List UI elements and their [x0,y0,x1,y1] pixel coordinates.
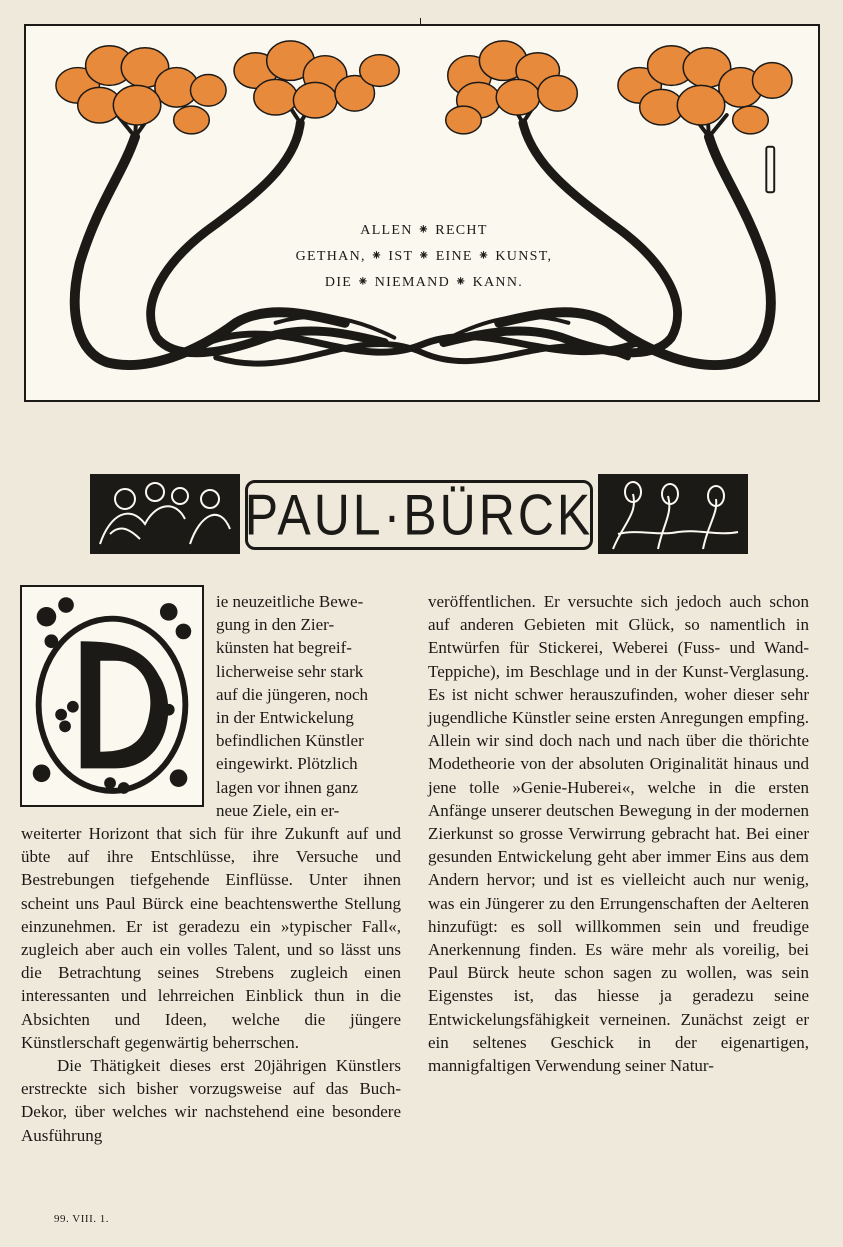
text-line: gung in den Zier- [216,615,335,635]
footer-signature: 99. VIII. 1. [54,1213,109,1225]
text-line: eingewirkt. Plötzlich [216,754,358,774]
paragraph-1-continued: weiterter Horizont that sich für ihre Zukunft auf und übte auf ihre Entschlüsse, ihre Versuche und Bestrebungen tiefgehende Einflüsse. Unter ihnen scheint uns Paul Bürck eine beachtenswerthe Stellung einzunehmen. Er ist geradezu ein »typischer Fall«, zugleich aber auch ein volles Talent, und so lässt uns die Betrachtung seines Strebens zugleich einen interessanten und lehrreichen Einblick thun in die Absichten und Ideen, welche die jüngere Künstlerschaft gegenwärtig beherrschen. [21,824,401,1052]
dropcap-wrap-lines [21,590,401,822]
text-line: befindlichen Künstler [216,731,364,751]
left-ornament-panel [90,474,240,554]
title-box [245,480,593,550]
text-line: neue Ziele, ein er- [216,800,340,820]
text-line: künsten hat begreif- [216,638,352,658]
text-line: lagen vor ihnen ganz [216,777,359,797]
left-column [21,590,401,1147]
title-banner [90,474,750,558]
text-line: ie neuzeitliche Bewe- [216,592,364,611]
motto-line: DIE ⁕ NIEMAND ⁕ KANN. [324,275,524,290]
header-ornament-frame [24,24,820,402]
text-line: licherweise sehr stark [216,661,364,681]
motto [274,218,574,296]
right-ornament-panel [598,474,748,554]
article-title: PAUL·BÜRCK [244,482,594,548]
text-line: in der Entwickelung [216,708,354,728]
paragraph-right: veröffentlichen. Er versuchte sich jedoch auch schon auf anderen Gebieten mit Glück, so namentlich in Entwürfen für Stickerei, Weberei (Fuss- und Wand-Teppiche), im Beschlage und in der Kunst-Verglasung. Es ist nicht schwer herauszufinden, woher dieser sehr jugendliche Künstler seine ersten Anregungen empfing. Allein wir sind doch nach und nach über die thörichte Modetheorie von der absoluten Originalität hinaus und jene tolle »Genie-Huberei«, welche in die ersten Anfänge unserer deutschen Bewegung in der modernen Zierkunst so grosse Verwirrung gebracht hat. Bei einer gesunden Entwickelung geht aber immer Eins aus dem Andern hervor; und ist es vielleicht auch nur wenig, was ein Jüngerer zu den Errungenschaften der Aelteren hinzufügt: es soll willkommen sein und freudige Anerkennung finden. Es wäre mehr als voreilig, bei Paul Bürck heute schon sagen zu wollen, was sein Eigenstes ist, das hiesse ja geradezu seine Entwickelungsfähigkeit verneinen. Zunächst zeigt er ein seltenes Geschick in der eigenartigen, mannigfaltigen Verwendung seiner Natur- [428,592,809,1076]
paragraph-2: Die Thätigkeit dieses erst 20jährigen Künstlers erstreckte sich bisher vorzugsweise auf das Buch-Dekor, über welches wir nachstehend eine besondere Ausführung [21,1056,401,1145]
motto-line: GETHAN, ⁕ IST ⁕ EINE ⁕ KUNST, [295,249,553,264]
right-column [428,590,809,1077]
text-line: auf die jüngeren, noch [216,684,368,704]
motto-line: ALLEN ⁕ RECHT [360,223,488,238]
poppy-ornament-illustration [26,26,818,400]
